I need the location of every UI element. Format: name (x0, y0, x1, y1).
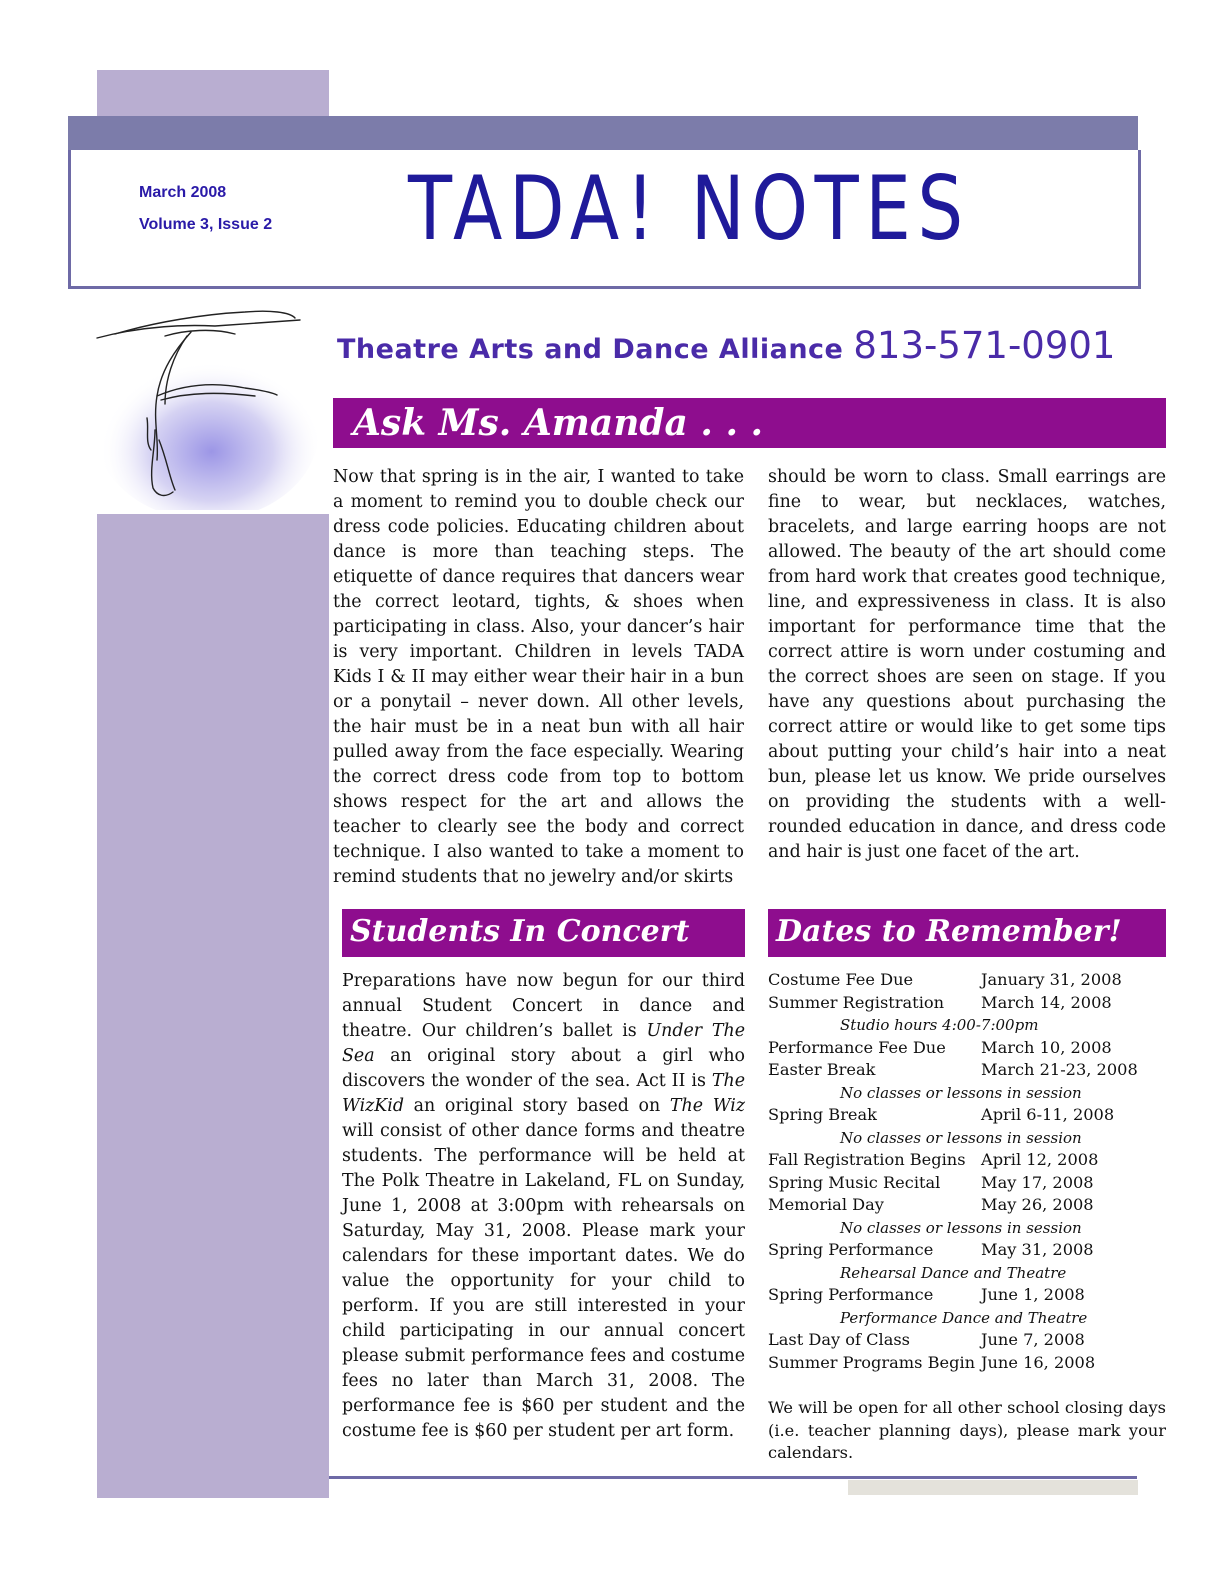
date-event: Spring Music Recital (768, 1172, 941, 1192)
date-row (768, 1239, 1166, 1262)
date-event: Easter Break (768, 1060, 876, 1079)
sidebar-band (97, 514, 329, 1498)
date-event: Spring Performance (768, 1285, 934, 1304)
date-value: March 10, 2008 (981, 1037, 1112, 1057)
date-event: Summer Registration (768, 992, 945, 1012)
date-row (768, 1194, 1166, 1217)
date-value: May 26, 2008 (981, 1195, 1094, 1214)
date-value: January 31, 2008 (981, 970, 1122, 989)
date-row (768, 969, 1166, 992)
date-row (768, 992, 1166, 1015)
date-note: Performance Dance and Theatre (840, 1308, 1088, 1327)
show-title: The WizKid (342, 1071, 745, 1116)
date-value: May 17, 2008 (981, 1172, 1094, 1192)
concert-text-part: will consist of other dance forms and theatre students. The performance will be held at The Polk Theatre in Lakeland, FL on Sunday, June 1, 2008 at 3:00pm with rehearsals on Saturday, May 31, 2008. Please mark your calendars for these important dates. We do value the opportunity for your child to perform. If you are still interested in your child participating in our annual concert please submit performance fees and costume fees no later than March 31, 2008. The performance fee is $60 per student and the costume fee is $60 per student per art form. (342, 1121, 745, 1441)
dates-footer: We will be open for all other school closing days (i.e. teacher planning days), please mark your calendars. (768, 1398, 1166, 1462)
header-bar (68, 116, 1138, 150)
date-row (768, 1037, 1166, 1060)
date-value: April 6-11, 2008 (981, 1105, 1115, 1124)
dancer-logo-icon (95, 300, 320, 510)
date-row (768, 1329, 1166, 1352)
date-row (768, 1284, 1166, 1307)
dates-heading: Dates to Remember! (768, 909, 1166, 957)
date-event: Summer Programs Begin (768, 1352, 976, 1372)
date-value: March 14, 2008 (981, 992, 1112, 1012)
concert-text-part: an original story based on (403, 1096, 670, 1116)
dates-list (768, 969, 1166, 1374)
header-tab-block (97, 70, 329, 118)
date-value: June 7, 2008 (981, 1330, 1085, 1349)
show-title: Under The Sea (342, 1021, 745, 1066)
masthead (68, 150, 1141, 289)
date-row (768, 1352, 1166, 1375)
issue-volume: Volume 3, Issue 2 (139, 216, 273, 233)
issue-date: March 2008 (139, 184, 227, 201)
date-note: Studio hours 4:00-7:00pm (840, 1016, 1039, 1034)
concert-text-part: an original story about a girl who discovers the wonder of the sea. Act II is (342, 1046, 745, 1091)
date-value: May 31, 2008 (981, 1240, 1094, 1259)
date-row (768, 1172, 1166, 1195)
footer-block (848, 1480, 1138, 1495)
date-event: Spring Break (768, 1105, 877, 1124)
date-event: Fall Registration Begins (768, 1150, 966, 1169)
date-event: Spring Performance (768, 1240, 934, 1259)
date-note: No classes or lessons in session (840, 1083, 1082, 1102)
ask-column-1: Now that spring is in the air, I wanted to take a moment to remind you to double check our dress code policies. Educating children about dance is more than teaching steps. The etiquette of dance requires that dancers wear the correct leotard, tights, & shoes when participating in class. Also, your dancer’s hair is very important. Children in levels TADA Kids I & II may either wear their hair in a bun or a ponytail – never down. All other levels, the hair must be in a neat bun with all hair pulled away from the face especially. Wearing the correct dress code from top to bottom shows respect for the art and allows the teacher to clearly see the body and correct technique. I also wanted to take a moment to remind students that no jewelry and/or skirts (333, 467, 744, 887)
date-row (768, 1104, 1166, 1127)
newsletter-title: TADA! NOTES (408, 157, 970, 260)
date-event: Memorial Day (768, 1195, 884, 1214)
date-value: March 21-23, 2008 (981, 1060, 1138, 1079)
ask-heading: Ask Ms. Amanda . . . (333, 398, 1166, 448)
date-event: Last Day of Class (768, 1330, 910, 1349)
concert-text-part: Preparations have now begun for our third annual Student Concert in dance and theatre. Our children’s ballet is (342, 971, 745, 1041)
date-row (768, 1059, 1166, 1082)
ask-column-2: should be worn to class. Small earrings are fine to wear, but necklaces, watches, bracelets, and large earring hoops are not allowed. The beauty of the art should come from hard work that creates good technique, line, and expressiveness in class. It is also important for performance time that the correct attire is worn under costuming and the correct shoes are seen on stage. If you have any questions about purchasing the correct attire or would like to get some tips about putting your child’s hair into a neat bun, please let us know. We pride ourselves on providing the students with a well-rounded education in dance, and dress code and hair is just one facet of the art. (768, 467, 1166, 862)
show-title: The Wiz (669, 1096, 745, 1116)
organization-name: Theatre Arts and Dance Alliance (337, 334, 844, 365)
date-value: June 16, 2008 (981, 1352, 1096, 1372)
date-event: Costume Fee Due (768, 970, 914, 989)
date-value: April 12, 2008 (981, 1150, 1099, 1169)
phone-number: 813-571-0901 (853, 324, 1116, 367)
subtitle (337, 324, 1115, 367)
date-row (768, 1149, 1166, 1172)
date-value: June 1, 2008 (981, 1285, 1085, 1304)
concert-text (342, 969, 745, 1444)
date-note: No classes or lessons in session (840, 1128, 1082, 1147)
date-event: Performance Fee Due (768, 1037, 946, 1057)
date-note: No classes or lessons in session (840, 1218, 1082, 1237)
footer-rule (329, 1476, 1137, 1479)
concert-heading: Students In Concert (342, 909, 745, 957)
date-note: Rehearsal Dance and Theatre (840, 1263, 1067, 1282)
